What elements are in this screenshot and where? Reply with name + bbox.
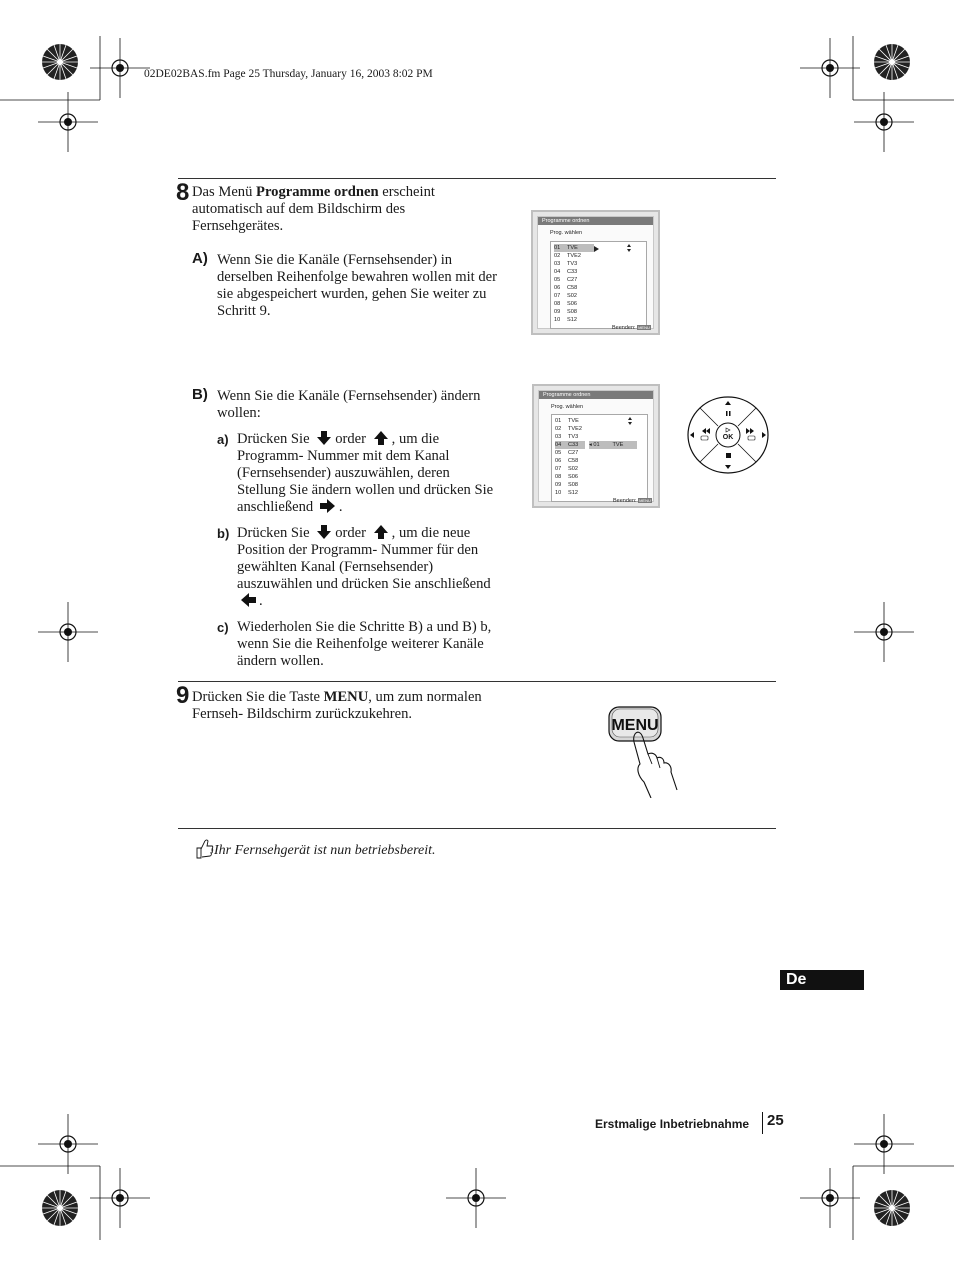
step-b-text xyxy=(237,525,527,610)
channel-name: S12 xyxy=(567,317,577,323)
arrow-up-icon xyxy=(373,431,389,445)
channel-name: TVE2 xyxy=(568,426,582,432)
channel-number: 02 xyxy=(555,426,562,432)
tv-menu-subtitle: Prog. wählen xyxy=(550,230,583,236)
text-line: derselben Reihenfolge bewahren wollen mit der xyxy=(217,269,498,285)
channel-name: TVE xyxy=(567,245,578,251)
channel-number: 05 xyxy=(555,450,562,456)
tv-channel-row xyxy=(555,441,585,449)
option-a-text xyxy=(217,252,527,320)
step-8-number: 8 xyxy=(176,179,190,206)
text-span: Drücken Sie xyxy=(237,525,310,541)
channel-name: S12 xyxy=(568,490,578,496)
remote-control-pad xyxy=(686,395,770,475)
menu-button-label: MENU xyxy=(611,717,659,734)
arrow-down-icon xyxy=(316,431,332,445)
tv-channel-row xyxy=(555,465,578,473)
channel-name: C33 xyxy=(567,269,578,275)
channel-name: TVE xyxy=(568,418,579,424)
tv-channel-row xyxy=(555,457,578,465)
tv-channel-row xyxy=(555,481,578,489)
section-rule xyxy=(178,828,776,829)
option-a-label: A) xyxy=(192,250,208,267)
text-line: Programm- Nummer mit dem Kanal xyxy=(237,448,450,464)
ok-button-label: OK xyxy=(722,434,734,441)
text-line: Wiederholen Sie die Schritte B) a und B) b, xyxy=(237,619,492,635)
language-tab: De xyxy=(780,970,864,990)
tv-menu-footer xyxy=(613,498,652,504)
tv-menu-screen-2 xyxy=(532,384,660,508)
text-span: , um die neue xyxy=(391,525,471,541)
menu-key-icon: MENU xyxy=(639,498,651,503)
step-c-text xyxy=(237,619,527,670)
channel-number: 04 xyxy=(555,442,562,448)
channel-number: 03 xyxy=(555,434,562,440)
cursor-right-icon xyxy=(594,246,599,252)
step-9-text xyxy=(192,689,532,723)
tv-menu-screen-1 xyxy=(531,210,660,335)
channel-number: 09 xyxy=(554,309,561,315)
channel-number: 05 xyxy=(554,277,561,283)
channel-name: S02 xyxy=(567,293,577,299)
step-b-label: b) xyxy=(217,526,230,541)
channel-number: 02 xyxy=(554,253,561,259)
channel-number: 01 xyxy=(554,245,561,251)
tv-channel-row xyxy=(554,268,577,276)
tv-channel-row xyxy=(555,449,578,457)
scroll-indicator-icon xyxy=(627,244,631,252)
tv-channel-row xyxy=(554,284,577,292)
tv-menu-footer xyxy=(612,325,651,331)
channel-number: 10 xyxy=(555,490,562,496)
text-line: Wenn Sie die Kanäle (Fernsehsender) ändern xyxy=(217,388,481,404)
tv-channel-row xyxy=(555,433,578,441)
channel-name: S08 xyxy=(567,309,577,315)
tv-channel-list xyxy=(550,241,647,329)
footer-text: Beenden: xyxy=(613,498,637,504)
text-line: Fernseh- Bildschirm zurückzukehren. xyxy=(192,706,413,722)
step-c-label: c) xyxy=(217,620,229,635)
step-9-number: 9 xyxy=(176,682,190,709)
tv-channel-row xyxy=(554,276,577,284)
tv-channel-row xyxy=(555,489,578,497)
section-rule xyxy=(178,681,776,682)
tv-channel-row xyxy=(554,244,594,252)
ready-note: Ihr Fernsehgerät ist nun betriebsbereit. xyxy=(214,843,436,858)
text-span: order xyxy=(335,525,366,541)
text-line: ändern wollen. xyxy=(237,653,324,669)
text-span: . xyxy=(338,499,343,515)
channel-name: C58 xyxy=(568,458,579,464)
text-line: wollen: xyxy=(217,405,261,421)
menu-key-icon: MENU xyxy=(638,325,650,330)
channel-name: C27 xyxy=(568,450,579,456)
text-line: sie abgespeichert wurden, gehen Sie weiter zu xyxy=(217,286,487,302)
page-number: 25 xyxy=(767,1112,784,1129)
tv-menu-title: Programme ordnen xyxy=(538,217,653,225)
footer-divider xyxy=(762,1112,763,1134)
step-a-text xyxy=(237,431,527,516)
channel-number: 07 xyxy=(554,293,561,299)
menu-button-hand-illustration xyxy=(606,702,682,798)
text-line: wenn Sie die Reihenfolge weiterer Kanäle xyxy=(237,636,484,652)
channel-number: 07 xyxy=(555,466,562,472)
text-line: (Fernsehsender) auszuwählen, deren xyxy=(237,465,450,481)
scroll-indicator-icon xyxy=(628,417,632,425)
channel-name: TVE xyxy=(612,442,624,448)
channel-name: S06 xyxy=(567,301,577,307)
channel-number: 09 xyxy=(555,482,562,488)
channel-number: 10 xyxy=(554,317,561,323)
moved-channel-row: ◂ 01 TVE xyxy=(589,441,637,449)
tv-channel-row xyxy=(554,292,577,300)
text-line: Schritt 9. xyxy=(217,303,271,319)
text-span: Drücken Sie die Taste xyxy=(192,689,324,705)
text-line: Stellung Sie ändern wollen und drücken Sie xyxy=(237,482,494,498)
intro-text: automatisch auf dem Bildschirm des xyxy=(192,201,406,217)
tv-menu-panel xyxy=(538,390,654,502)
text-span: Drücken Sie xyxy=(237,431,310,447)
intro-text: erscheint xyxy=(378,184,435,200)
tv-channel-row xyxy=(555,473,578,481)
tv-menu-panel xyxy=(537,216,654,329)
channel-number: 01 xyxy=(593,442,600,448)
arrow-right-icon xyxy=(320,499,336,513)
tv-channel-row xyxy=(555,417,579,425)
footer-text: Beenden: xyxy=(612,325,636,331)
text-line: auszuwählen und drücken Sie anschließend xyxy=(237,576,491,592)
tv-channel-row xyxy=(554,252,581,260)
tv-channel-row xyxy=(554,300,577,308)
intro-text: Fernsehgerätes. xyxy=(192,218,284,234)
text-line: Wenn Sie die Kanäle (Fernsehsender) in xyxy=(217,252,453,268)
text-span: . xyxy=(259,593,263,609)
arrow-down-icon xyxy=(316,525,332,539)
tv-menu-subtitle: Prog. wählen xyxy=(551,404,584,410)
channel-name: C58 xyxy=(567,285,578,291)
channel-name: C27 xyxy=(567,277,578,283)
channel-name: TV3 xyxy=(567,261,578,267)
tv-channel-list xyxy=(551,414,648,502)
tv-channel-row xyxy=(554,308,577,316)
channel-name: TV3 xyxy=(568,434,579,440)
tv-channel-row xyxy=(554,316,577,324)
channel-number: 06 xyxy=(555,458,562,464)
file-info-header: 02DE02BAS.fm Page 25 Thursday, January 16, 2003 8:02 PM xyxy=(144,68,433,80)
text-line: gewählten Kanal (Fernsehsender) xyxy=(237,559,434,575)
text-span: , um die xyxy=(391,431,440,447)
thumbs-up-note-icon xyxy=(194,837,214,859)
text-line: Position der Programm- Nummer für den xyxy=(237,542,479,558)
channel-name: S06 xyxy=(568,474,578,480)
tv-channel-row xyxy=(555,425,582,433)
step-8-intro xyxy=(192,184,522,235)
channel-number: 08 xyxy=(554,301,561,307)
tv-menu-title: Programme ordnen xyxy=(539,391,653,399)
intro-text: Das Menü xyxy=(192,184,257,200)
text-span: , um zum normalen xyxy=(368,689,482,705)
channel-number: 01 xyxy=(555,418,562,424)
arrow-up-icon xyxy=(373,525,389,539)
section-title-footer: Erstmalige Inbetriebnahme xyxy=(595,1117,750,1131)
tv-channel-row xyxy=(554,260,577,268)
menu-name: Programme ordnen xyxy=(256,184,379,200)
channel-number: 08 xyxy=(555,474,562,480)
step-a-label: a) xyxy=(217,432,229,447)
menu-key-name: MENU xyxy=(323,689,369,705)
text-span: order xyxy=(335,431,366,447)
channel-number: 03 xyxy=(554,261,561,267)
channel-name: C33 xyxy=(568,442,579,448)
channel-name: S08 xyxy=(568,482,578,488)
arrow-left-icon xyxy=(240,593,256,607)
channel-name: TVE2 xyxy=(567,253,581,259)
section-rule xyxy=(178,178,776,179)
option-b-text xyxy=(217,388,527,422)
channel-name: S02 xyxy=(568,466,578,472)
channel-number: 04 xyxy=(554,269,561,275)
text-span: anschließend xyxy=(237,499,314,515)
channel-number: 06 xyxy=(554,285,561,291)
option-b-label: B) xyxy=(192,386,208,403)
